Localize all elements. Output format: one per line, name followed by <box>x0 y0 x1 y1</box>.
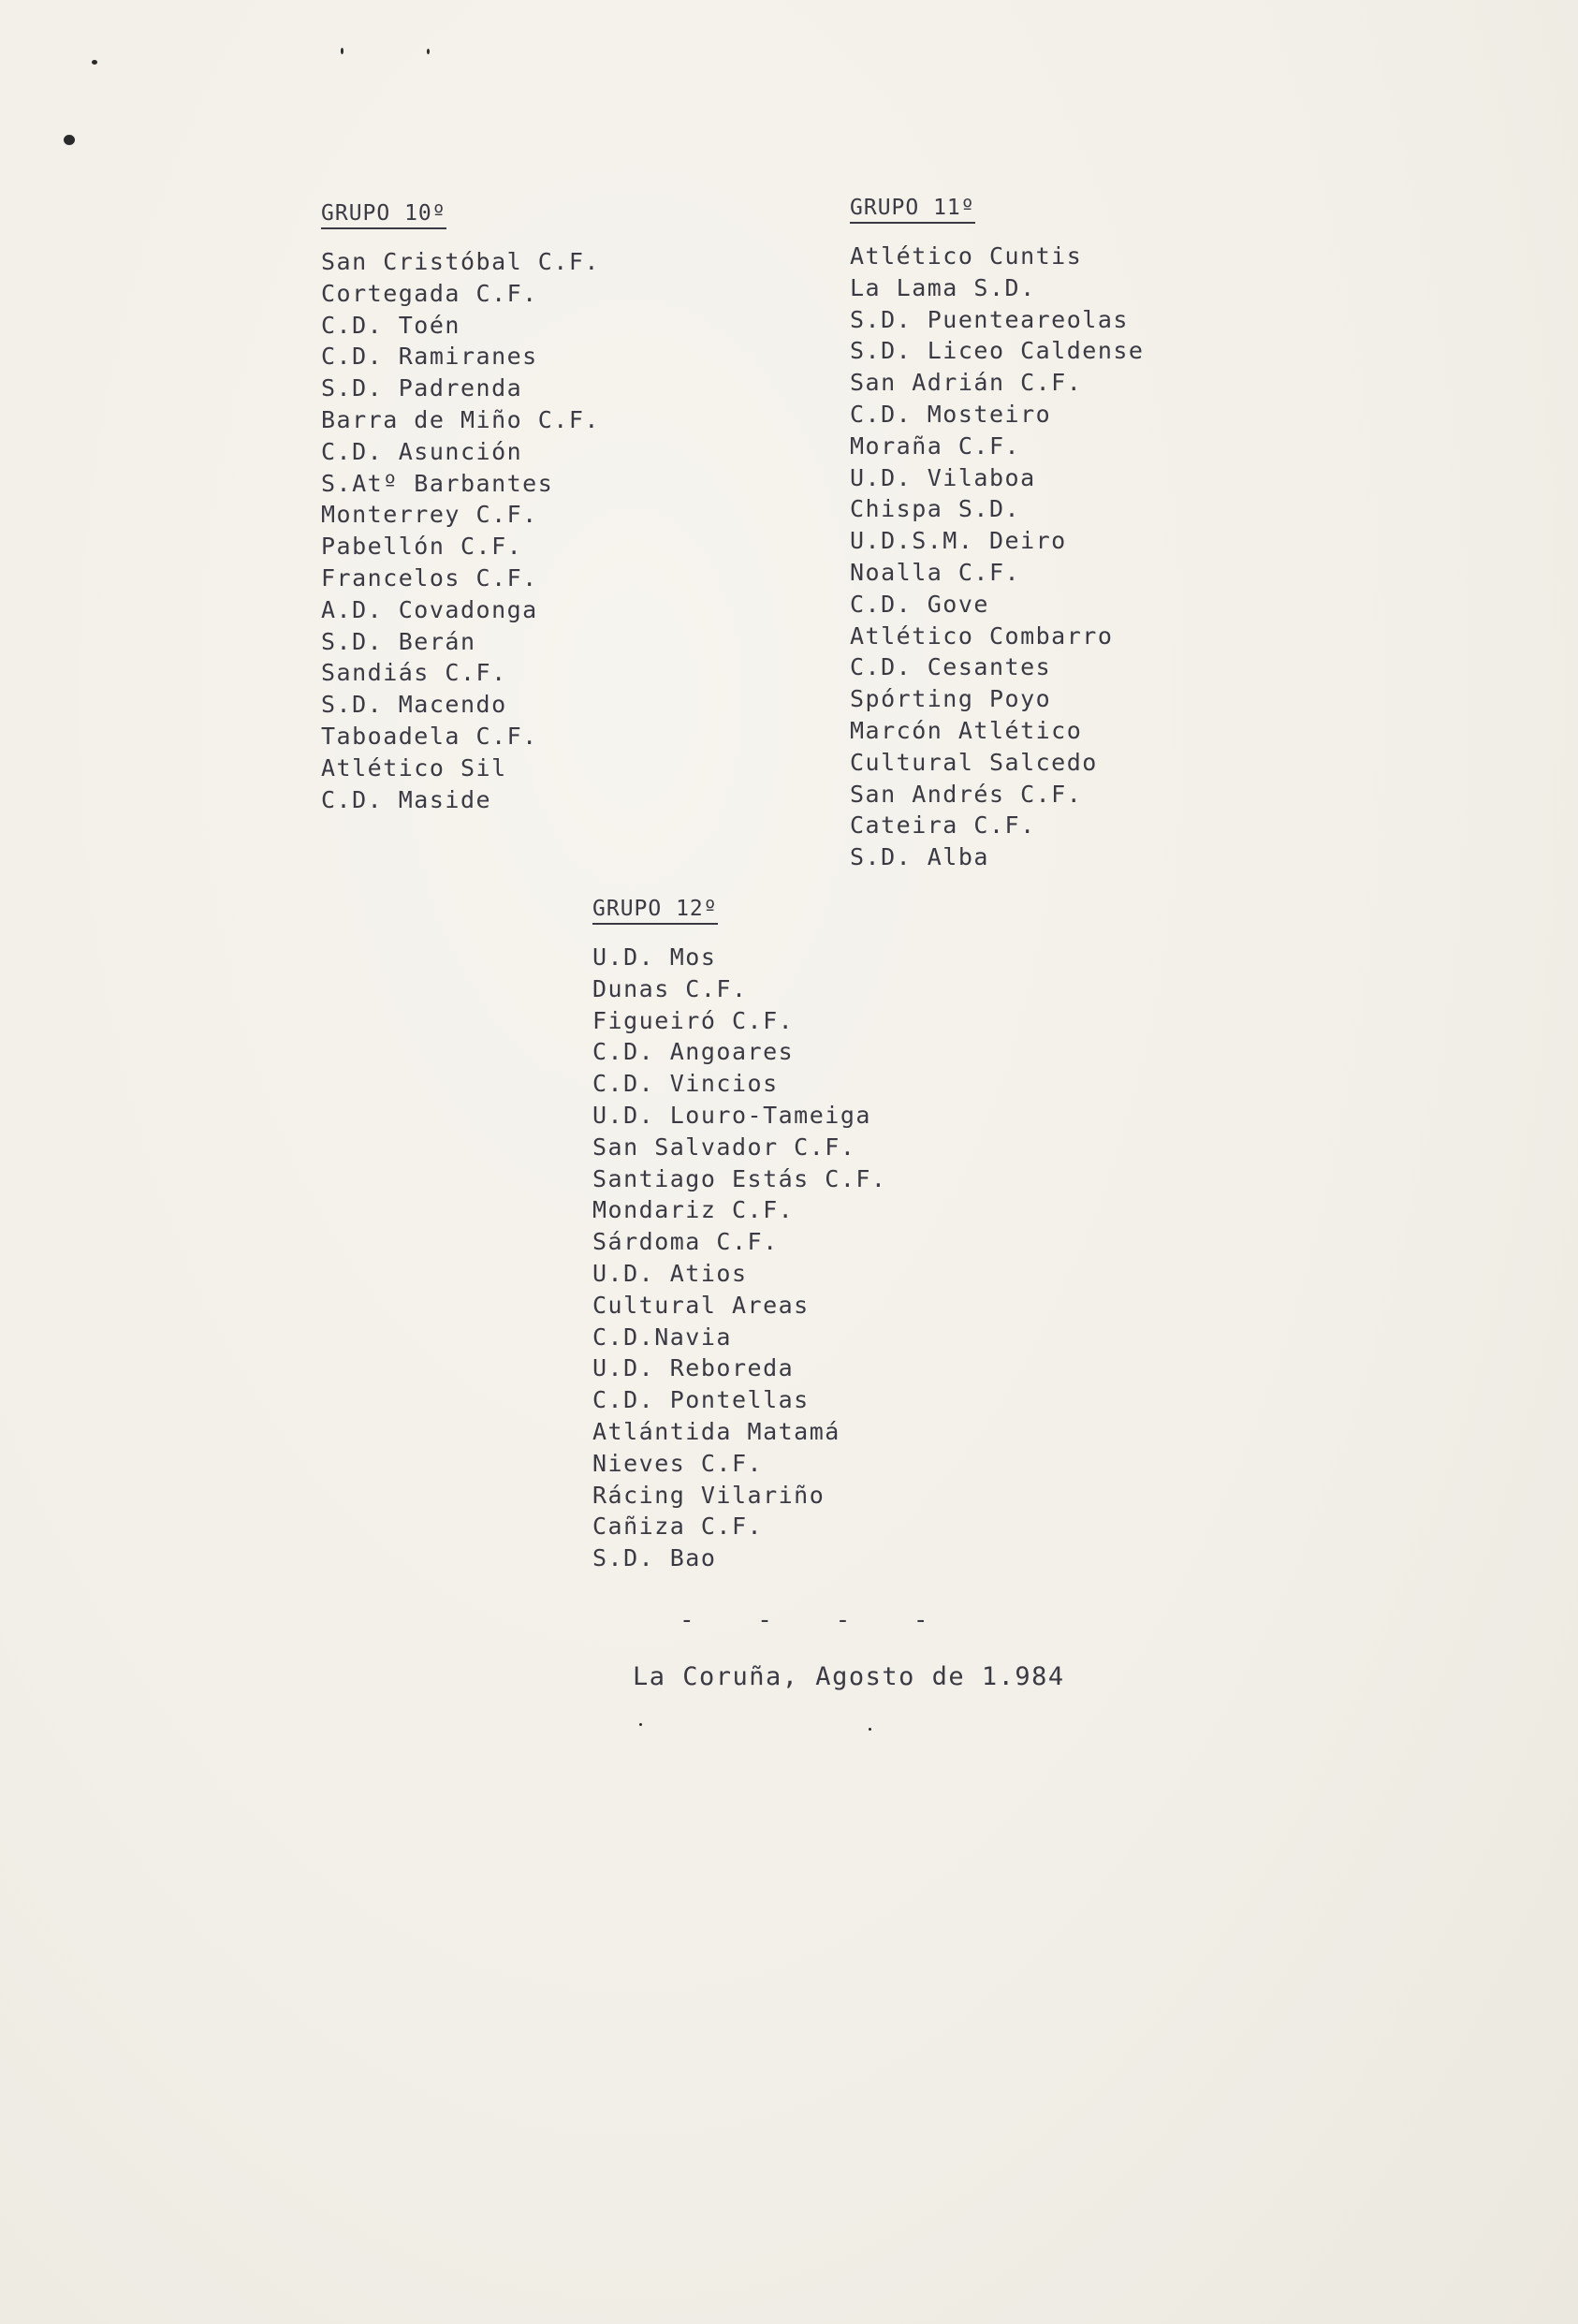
group-12-section <box>592 897 886 1574</box>
team-item: U.D. Mos <box>592 943 717 971</box>
paper-speck <box>427 49 430 54</box>
team-item: San Adrián C.F. <box>850 369 1083 397</box>
team-item: Atlético Cuntis <box>850 242 1083 270</box>
paper-speck <box>341 48 343 54</box>
team-item: U.D. Atios <box>592 1259 748 1287</box>
team-item: C.D. Angoares <box>592 1038 795 1066</box>
team-item: S.D. Puenteareolas <box>850 305 1129 333</box>
team-item: Sárdoma C.F. <box>592 1228 779 1256</box>
team-item: C.D. Maside <box>321 785 492 813</box>
team-item: C.D. Gove <box>850 590 989 618</box>
place-date-footer: La Coruña, Agosto de 1.984 <box>633 1662 1065 1691</box>
team-item: S.Atº Barbantes <box>321 469 554 497</box>
team-item: Sandiás C.F. <box>321 659 507 687</box>
group-title: GRUPO 11º <box>850 196 975 224</box>
group-11-section <box>850 196 1144 873</box>
group-title: GRUPO 12º <box>592 897 718 925</box>
team-item: C.D. Pontellas <box>592 1386 810 1414</box>
team-item: S.D. Alba <box>850 843 989 871</box>
team-item: Spórting Poyo <box>850 685 1052 713</box>
team-item: S.D. Berán <box>321 627 476 655</box>
team-item: Francelos C.F. <box>321 563 538 592</box>
team-item: Noalla C.F. <box>850 558 1021 586</box>
team-item: Atlántida Matamá <box>592 1417 840 1445</box>
team-item: U.D.S.M. Deiro <box>850 527 1067 555</box>
team-item: Figueiró C.F. <box>592 1006 795 1034</box>
team-item: Santiago Estás C.F. <box>592 1164 887 1192</box>
team-item: C.D. Vincios <box>592 1070 779 1098</box>
team-item: S.D. Padrenda <box>321 374 523 402</box>
team-item: Moraña C.F. <box>850 431 1021 460</box>
team-item: Cortegada C.F. <box>321 279 538 307</box>
separator-dashes: - - - - <box>679 1606 953 1634</box>
team-item: San Andrés C.F. <box>850 780 1083 808</box>
team-item: Taboadela C.F. <box>321 722 538 750</box>
team-item: S.D. Liceo Caldense <box>850 337 1145 365</box>
team-list <box>592 942 886 1574</box>
team-item: Pabellón C.F. <box>321 533 523 561</box>
team-item: Dunas C.F. <box>592 974 748 1002</box>
team-item: Mondariz C.F. <box>592 1196 795 1224</box>
team-list <box>850 241 1144 873</box>
team-item: S.D. Bao <box>592 1544 717 1572</box>
paper-speck <box>869 1728 871 1731</box>
team-item: San Salvador C.F. <box>592 1133 856 1161</box>
team-item: San Cristóbal C.F. <box>321 248 600 275</box>
team-item: C.D. Ramiranes <box>321 343 538 371</box>
paper-speck <box>639 1723 642 1726</box>
team-item: C.D. Mosteiro <box>850 400 1052 428</box>
team-item: Rácing Vilariño <box>592 1481 826 1509</box>
team-item: Cateira C.F. <box>850 811 1036 840</box>
team-item: C.D. Toén <box>321 311 460 339</box>
team-item: Monterrey C.F. <box>321 501 538 529</box>
team-item: S.D. Macendo <box>321 691 507 719</box>
team-item: U.D. Vilaboa <box>850 463 1036 491</box>
team-item: Cañiza C.F. <box>592 1513 764 1541</box>
paper-speck <box>64 135 75 145</box>
team-item: Cultural Areas <box>592 1291 810 1319</box>
team-item: Chispa S.D. <box>850 495 1021 523</box>
team-item: Nieves C.F. <box>592 1449 764 1477</box>
team-item: Atlético Sil <box>321 753 507 782</box>
team-item: Barra de Miño C.F. <box>321 405 600 433</box>
team-item: Cultural Salcedo <box>850 748 1098 776</box>
team-item: U.D. Louro-Tameiga <box>592 1101 871 1129</box>
group-title: GRUPO 10º <box>321 201 446 229</box>
paper-speck <box>92 60 97 65</box>
team-item: C.D.Navia <box>592 1323 732 1351</box>
team-item: Atlético Combarro <box>850 621 1114 650</box>
team-item: La Lama S.D. <box>850 273 1036 301</box>
team-item: Marcón Atlético <box>850 716 1083 744</box>
team-list <box>321 246 600 815</box>
group-10-section <box>321 201 600 815</box>
team-item: C.D. Asunción <box>321 437 523 465</box>
team-item: C.D. Cesantes <box>850 653 1052 681</box>
team-item: U.D. Reboreda <box>592 1354 795 1382</box>
team-item: A.D. Covadonga <box>321 595 538 623</box>
